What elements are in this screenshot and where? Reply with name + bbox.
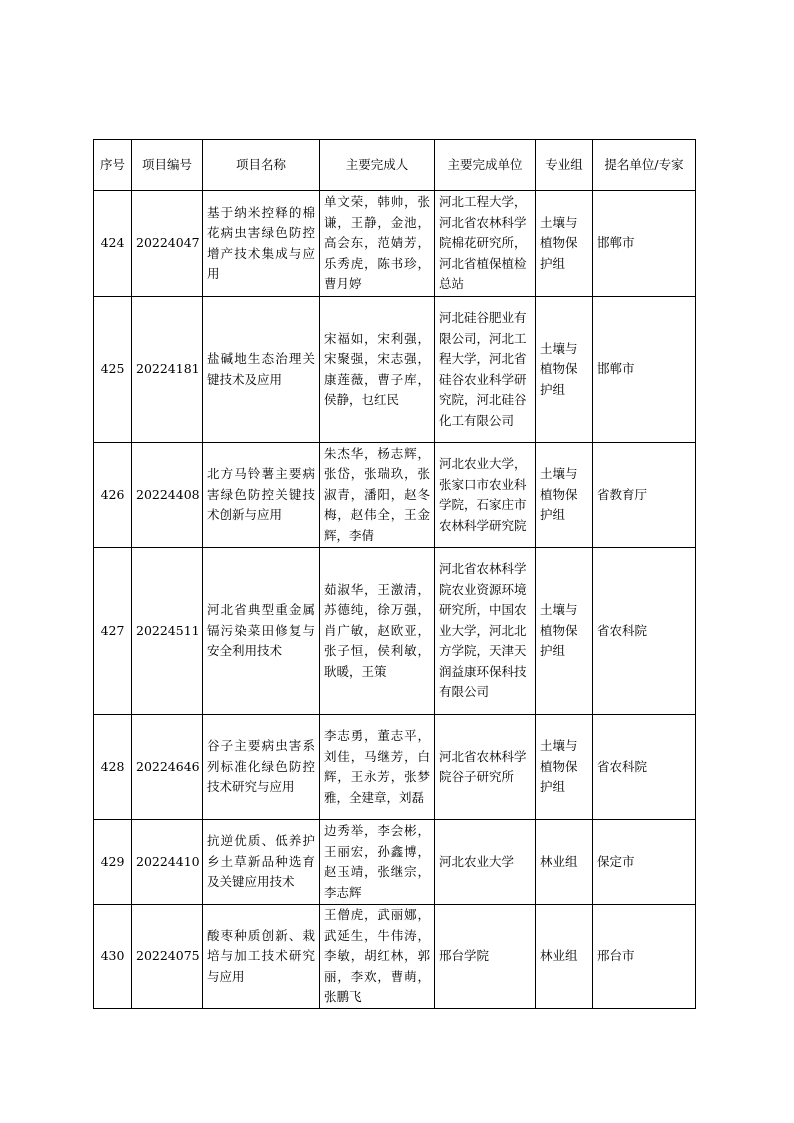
cell-nominator: 邯郸市 xyxy=(593,297,696,443)
cell-code: 20224646 xyxy=(132,715,203,820)
header-code: 项目编号 xyxy=(132,140,203,191)
cell-group: 土壤与植物保护组 xyxy=(536,443,593,548)
table-row xyxy=(94,297,696,443)
cell-nominator: 省农科院 xyxy=(593,548,696,715)
cell-unit: 河北省农林科学院谷子研究所 xyxy=(435,715,536,820)
cell-code: 20224410 xyxy=(132,820,203,905)
awards-table xyxy=(93,139,696,1009)
cell-unit: 河北工程大学，河北省农林科学院棉花研究所，河北省植保植检总站 xyxy=(435,191,536,297)
cell-code: 20224181 xyxy=(132,297,203,443)
cell-unit: 河北农业大学，张家口市农业科学院，石家庄市农林科学研究院 xyxy=(435,443,536,548)
header-row xyxy=(94,140,696,191)
cell-seq: 430 xyxy=(94,905,132,1009)
header-nominator: 提名单位/专家 xyxy=(593,140,696,191)
cell-people: 王僧虎，武丽娜，武延生，牛伟涛，李敏，胡红林，郭丽，李欢，曹萌，张鹏飞 xyxy=(320,905,435,1009)
table-row xyxy=(94,820,696,905)
cell-nominator: 省教育厅 xyxy=(593,443,696,548)
cell-people: 边秀举，李会彬，王丽宏，孙鑫博，赵玉靖，张继宗，李志辉 xyxy=(320,820,435,905)
cell-group: 林业组 xyxy=(536,905,593,1009)
cell-seq: 429 xyxy=(94,820,132,905)
header-people: 主要完成人 xyxy=(320,140,435,191)
cell-name: 抗逆优质、低养护乡土草新品种选育及关键应用技术 xyxy=(203,820,320,905)
cell-group: 土壤与植物保护组 xyxy=(536,548,593,715)
cell-people: 李志勇，董志平，刘佳，马继芳，白辉，王永芳，张梦雅，全建章，刘磊 xyxy=(320,715,435,820)
cell-people: 朱杰华，杨志辉，张岱，张瑞玖，张淑青，潘阳，赵冬梅，赵伟全，王金辉，李倩 xyxy=(320,443,435,548)
cell-group: 土壤与植物保护组 xyxy=(536,297,593,443)
cell-unit: 河北农业大学 xyxy=(435,820,536,905)
cell-nominator: 邯郸市 xyxy=(593,191,696,297)
cell-code: 20224511 xyxy=(132,548,203,715)
header-group: 专业组 xyxy=(536,140,593,191)
cell-seq: 427 xyxy=(94,548,132,715)
cell-unit: 邢台学院 xyxy=(435,905,536,1009)
table-row xyxy=(94,191,696,297)
cell-name: 谷子主要病虫害系列标准化绿色防控技术研究与应用 xyxy=(203,715,320,820)
cell-seq: 425 xyxy=(94,297,132,443)
cell-name: 基于纳米控释的棉花病虫害绿色防控增产技术集成与应用 xyxy=(203,191,320,297)
table-row xyxy=(94,715,696,820)
cell-seq: 428 xyxy=(94,715,132,820)
cell-group: 土壤与植物保护组 xyxy=(536,715,593,820)
header-unit: 主要完成单位 xyxy=(435,140,536,191)
cell-nominator: 保定市 xyxy=(593,820,696,905)
table-row xyxy=(94,443,696,548)
cell-seq: 426 xyxy=(94,443,132,548)
cell-group: 林业组 xyxy=(536,820,593,905)
header-seq: 序号 xyxy=(94,140,132,191)
cell-code: 20224408 xyxy=(132,443,203,548)
cell-unit: 河北硅谷肥业有限公司，河北工程大学，河北省硅谷农业科学研究院，河北硅谷化工有限公司 xyxy=(435,297,536,443)
table-row xyxy=(94,548,696,715)
cell-people: 宋福如，宋利强，宋聚强，宋志强，康莲薇，曹子库，侯静，乜红民 xyxy=(320,297,435,443)
cell-group: 土壤与植物保护组 xyxy=(536,191,593,297)
cell-seq: 424 xyxy=(94,191,132,297)
cell-code: 20224047 xyxy=(132,191,203,297)
header-name: 项目名称 xyxy=(203,140,320,191)
cell-name: 河北省典型重金属镉污染菜田修复与安全利用技术 xyxy=(203,548,320,715)
cell-nominator: 邢台市 xyxy=(593,905,696,1009)
cell-people: 茹淑华，王激清，苏德纯，徐万强，肖广敏，赵欧亚，张子恒，侯利敏，耿暖，王策 xyxy=(320,548,435,715)
cell-name: 北方马铃薯主要病害绿色防控关键技术创新与应用 xyxy=(203,443,320,548)
cell-unit: 河北省农林科学院农业资源环境研究所，中国农业大学，河北北方学院，天津天润益康环保科技有限公司 xyxy=(435,548,536,715)
cell-name: 盐碱地生态治理关键技术及应用 xyxy=(203,297,320,443)
table-row xyxy=(94,905,696,1009)
cell-people: 单文荣，韩帅，张谦，王静，金池，高会东，范婧芳，乐秀虎，陈书珍，曹月婷 xyxy=(320,191,435,297)
cell-nominator: 省农科院 xyxy=(593,715,696,820)
cell-name: 酸枣种质创新、栽培与加工技术研究与应用 xyxy=(203,905,320,1009)
cell-code: 20224075 xyxy=(132,905,203,1009)
